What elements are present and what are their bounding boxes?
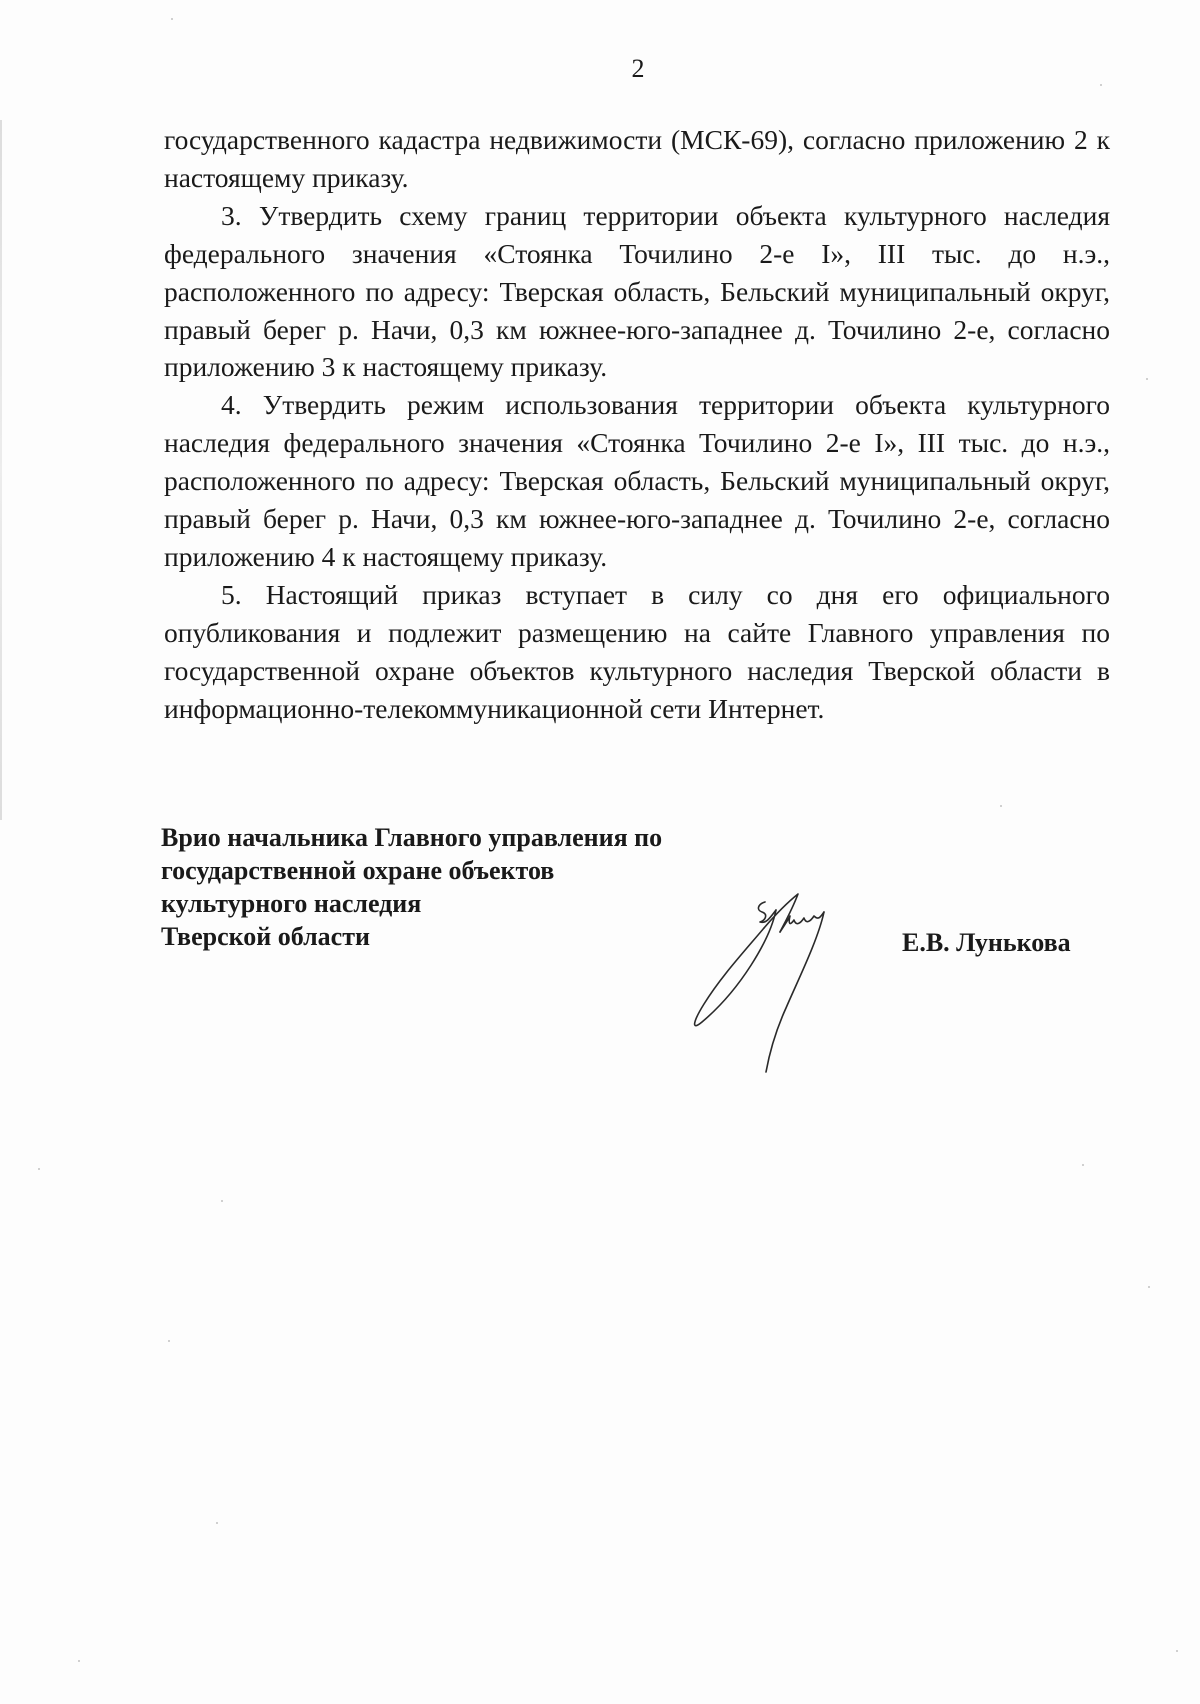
scan-speck — [1176, 1650, 1178, 1652]
handwritten-signature — [680, 880, 860, 1080]
signer-name: Е.В. Лунькова — [902, 928, 1071, 957]
signer-position — [161, 821, 662, 953]
scan-speck — [1100, 84, 1102, 86]
scan-speck — [1148, 1286, 1150, 1288]
document-body — [164, 121, 1110, 728]
paragraph-item-4: 4. Утвердить режим использования территории объекта культурного наследия федерального значения «Стоянка Точилино 2-е I», III тыс. до н.э., расположенного по адресу: Тверская область, Бельский муниципальный округ, правый берег р. Начи, 0,3 км южнее-юго-западнее д. Точилино 2-е, согласно приложению 4 к настоящему приказу. — [164, 389, 1110, 572]
signer-position-line: Тверской области — [161, 922, 370, 951]
scan-speck — [221, 1200, 223, 1202]
scan-speck — [38, 1168, 40, 1170]
scan-speck — [1082, 1164, 1084, 1166]
scan-speck — [171, 18, 173, 20]
scan-speck — [78, 1660, 80, 1662]
paragraph-item-3: 3. Утвердить схему границ территории объекта культурного наследия федерального значения «Стоянка Точилино 2-е I», III тыс. до н.э., расположенного по адресу: Тверская область, Бельский муниципальный округ, правый берег р. Начи, 0,3 км южнее-юго-западнее д. Точилино 2-е, согласно приложению 3 к настоящему приказу. — [164, 199, 1110, 383]
paragraph-item-5: 5. Настоящий приказ вступает в силу со дня его официального опубликования и подлежит размещению на сайте Главного управления по государственной охране объектов культурного наследия Тверской области в информационно-телекоммуникационной сети Интернет. — [164, 578, 1110, 724]
signer-position-line: государственной охране объектов — [161, 856, 555, 885]
scan-speck — [168, 1340, 170, 1342]
scan-edge-shadow — [0, 120, 2, 820]
paragraph-continuation: государственного кадастра недвижимости (МСК-69), согласно приложению 2 к настоящему приказу. — [164, 124, 1110, 193]
signer-position-line: культурного наследия — [161, 889, 422, 918]
signer-position-line: Врио начальника Главного управления по — [161, 823, 663, 852]
scan-speck — [1146, 378, 1148, 380]
page-number: 2 — [631, 54, 645, 83]
scan-speck — [1000, 805, 1002, 807]
scan-speck — [216, 1522, 218, 1524]
